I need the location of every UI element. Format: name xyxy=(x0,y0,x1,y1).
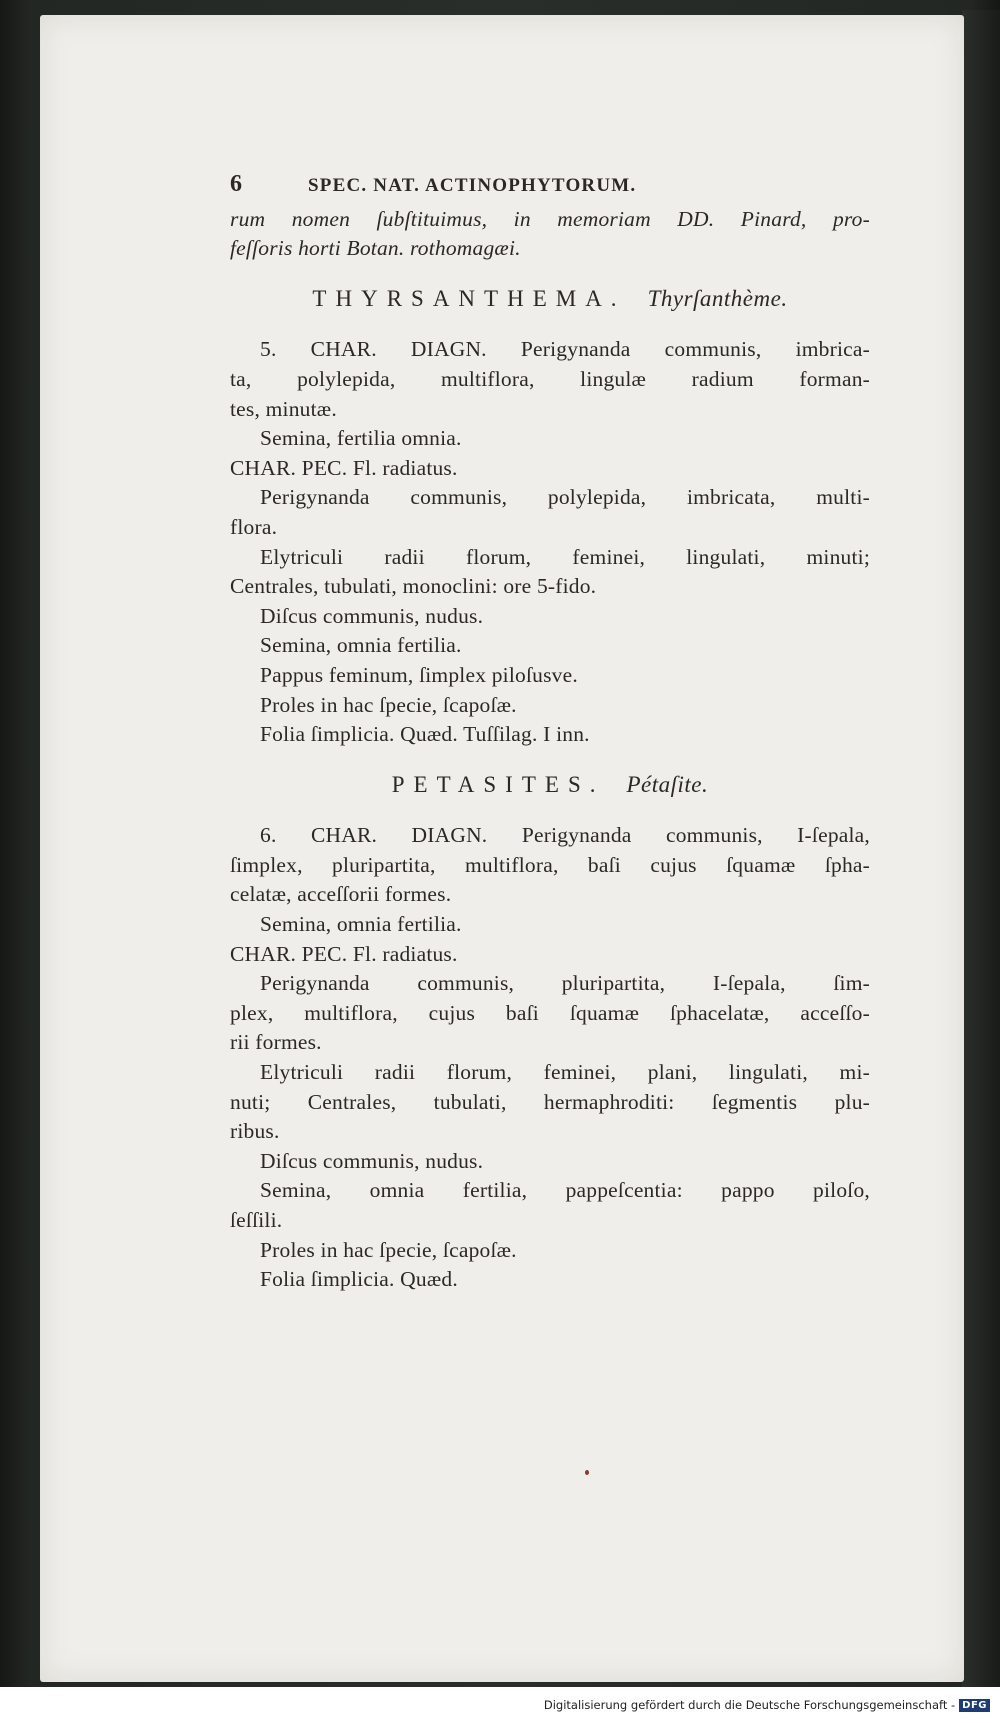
text-line: Folia ſimplicia. Quæd. xyxy=(260,1267,458,1292)
text-line: Perigynanda communis, polylepida, imbricata, multi- xyxy=(260,485,870,510)
text-line: CHAR. PEC. Fl. radiatus. xyxy=(230,455,458,480)
section-title-thyrsanthema xyxy=(230,284,870,314)
text-line: 6. CHAR. DIAGN. Perigynanda communis, I-ſepala, xyxy=(260,823,870,848)
dfg-logo: DFG xyxy=(959,1699,990,1712)
text-line: CHAR. PEC. Fl. radiatus. xyxy=(230,941,458,966)
text-line: Semina, omnia fertilia. xyxy=(260,633,462,658)
intro-line: feſſoris horti Botan. rothomagæi. xyxy=(230,236,521,261)
text-line: flora. xyxy=(230,514,278,539)
genus-name: THYRSANTHEMA. xyxy=(312,285,626,311)
text-line: ſeſſili. xyxy=(230,1208,283,1232)
text-line: ta, polylepida, multiflora, lingulæ radium forman- xyxy=(230,366,870,391)
text-line: ribus. xyxy=(230,1119,280,1144)
credit-text: Digitalisierung gefördert durch die Deutsche Forschungsgemeinschaft - xyxy=(543,1698,956,1712)
running-title: SPEC. NAT. ACTINOPHYTORUM. xyxy=(308,175,637,196)
text-line: Pappus feminum, ſimplex piloſusve. xyxy=(260,662,578,687)
text-line: Diſcus communis, nudus. xyxy=(260,603,484,628)
text-line: Perigynanda communis, pluripartita, I-ſepala, ſim- xyxy=(260,971,870,996)
digitization-credit-bar xyxy=(0,1687,1000,1723)
section-title-petasites xyxy=(230,770,870,800)
text-line: tes, minutæ. xyxy=(230,396,337,421)
text-line: Elytriculi radii florum, feminei, lingulati, minuti; xyxy=(260,544,870,569)
ink-spot xyxy=(585,1470,589,1475)
text-line: Diſcus communis, nudus. xyxy=(260,1148,484,1173)
text-line: rii formes. xyxy=(230,1030,322,1055)
book-spine-edge xyxy=(962,10,1000,1690)
text-line: 5. CHAR. DIAGN. Perigynanda communis, imbrica- xyxy=(260,337,870,362)
text-line: plex, multiflora, cujus baſi ſquamæ ſphacelatæ, acceſſo- xyxy=(230,1000,870,1025)
text-line: nuti; Centrales, tubulati, hermaphroditi: ſegmentis plu- xyxy=(230,1089,870,1114)
text-line: Semina, omnia fertilia. xyxy=(260,912,462,937)
text-line: Semina, fertilia omnia. xyxy=(260,426,462,451)
intro-line: rum nomen ſubſtituimus, in memoriam DD. Pinard, pro- xyxy=(230,206,870,231)
text-line: Centrales, tubulati, monoclini: ore 5-fido. xyxy=(230,574,597,599)
page-text xyxy=(230,170,870,1295)
running-head xyxy=(230,170,870,201)
text-line: Proles in hac ſpecie, ſcapoſæ. xyxy=(260,692,517,717)
text-line: Proles in hac ſpecie, ſcapoſæ. xyxy=(260,1237,517,1262)
genus-name: PETASITES. xyxy=(391,771,605,797)
text-line: celatæ, acceſſorii formes. xyxy=(230,882,452,907)
text-line: Folia ſimplicia. Quæd. Tuſſilag. I inn. xyxy=(260,722,590,747)
page-number: 6 xyxy=(230,171,244,197)
text-line: ſimplex, pluripartita, multiflora, baſi cujus ſquamæ ſpha- xyxy=(230,852,870,877)
french-name: Pétaſite. xyxy=(626,771,709,797)
text-line: Elytriculi radii florum, feminei, plani, lingulati, mi- xyxy=(260,1060,870,1085)
text-line: Semina, omnia fertilia, pappeſcentia: pappo piloſo, xyxy=(260,1178,870,1203)
french-name: Thyrſanthème. xyxy=(647,285,788,311)
